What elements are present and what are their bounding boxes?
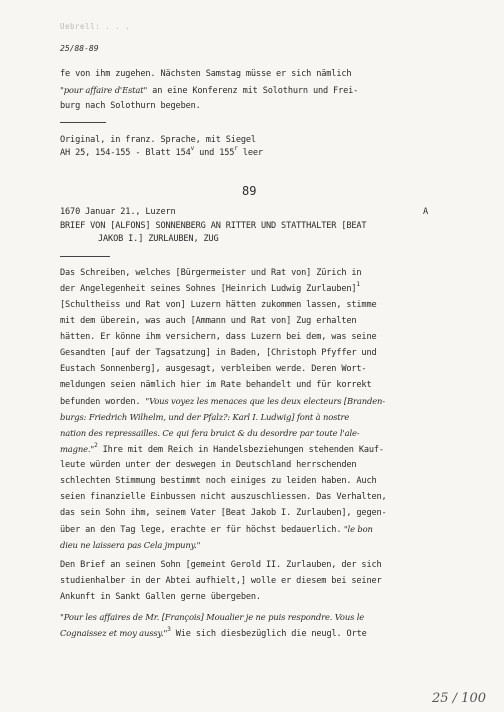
separator-rule [60, 122, 106, 123]
body-text: befunden worden. [60, 397, 146, 407]
body-line: seien finanzielle Einbussen nicht auszuschliessen. Das Verhalten, [60, 492, 387, 502]
body-line: Eustach Sonnenberg], ausgesagt, verbleiben werde. Deren Wort- [60, 364, 367, 374]
french-quote: Cognaissez et moy aussy." [60, 628, 168, 638]
document-number: 89 [242, 184, 257, 198]
french-quote-line: dieu ne laissera pas Cela jmpuny." [60, 540, 201, 550]
faint-stamp: Uebrell: . . . [60, 22, 131, 31]
body-line: Ankunft in Sankt Gallen gerne übergeben. [60, 592, 261, 602]
prev-text: burg nach Solothurn begeben. [60, 101, 201, 111]
body-line [60, 282, 360, 297]
body-text: Wie sich diesbezüglich die neugl. Orte [170, 629, 367, 639]
reference-number: 25/88-89 [60, 44, 99, 53]
french-quote-line: burgs: Friedrich Wilhelm, und der Pfalz?: Karl I. Ludwig] font à nostre [60, 412, 350, 422]
letter-mark: A [423, 207, 429, 217]
date-place: 1670 Januar 21., Luzern [60, 207, 176, 217]
original-note: Original, in franz. Sprache, mit Siegel [60, 135, 256, 145]
french-quote-line: "Pour les affaires de Mr. [François] Moualier je ne puis respondre. Vous le [60, 612, 365, 622]
footnote-ref: 3 [167, 626, 171, 633]
body-text: Ihre mit dem Reich in Handelsbeziehungen stehenden Kauf- [97, 445, 384, 455]
doc-title-line-2: JAKOB I.] ZURLAUBEN, ZUG [98, 234, 219, 244]
body-line: Gesandten [auf der Tagsatzung] in Baden, [Christoph Pfyffer und [60, 348, 377, 358]
doc-title-line-1: BRIEF VON [ALFONS] SONNENBERG AN RITTER UND STATTHALTER [BEAT [60, 221, 367, 231]
body-line: das sein Sohn ihm, seinem Vater [Beat Jakob I. Zurlauben], gegen- [60, 508, 387, 518]
prev-text: an eine Konferenz mit Solothurn und Frei- [147, 86, 359, 96]
footnote-ref: 2 [94, 442, 98, 449]
body-text: der Angelegenheit seines Sohnes [Heinrich Ludwig Zurlauben] [60, 284, 357, 294]
footnote-ref: 1 [356, 281, 360, 288]
french-quote-line: nation des repressailles. Ce qui fera bruict & du desordre par toute l'ale- [60, 428, 360, 438]
french-quote: "le bon [341, 524, 373, 534]
prev-line-1 [60, 67, 351, 82]
archive-ref-text: leer [237, 148, 263, 158]
body-line: leute würden unter der deswegen in Deutschland herrschenden [60, 460, 357, 470]
body-line [60, 442, 384, 458]
separator-rule [60, 256, 110, 257]
body-text: über an den Tag lege, erachte er für höchst bedauerlich. [60, 525, 342, 535]
archive-sup: v [190, 145, 195, 152]
body-line: studienhalber in der Abtei aufhielt,] wolle er diesem bei seiner [60, 576, 382, 586]
french-quote: magne." [60, 444, 95, 454]
body-line: schlechten Stimmung bestimmt noch einiges zu leiden haben. Auch [60, 476, 377, 486]
prev-line-2 [60, 83, 358, 99]
prev-line-3 [60, 99, 201, 114]
body-line [60, 522, 373, 538]
prev-french-quote: "pour affaire d'Estat" [60, 85, 148, 95]
prev-text: fe von ihm zugehen. Nächsten Samstag müsse er sich nämlich [60, 69, 352, 79]
french-quote: "Vous voyez les menaces que les deux electeurs [Branden- [145, 396, 385, 406]
body-line: mit dem überein, was auch [Ammann und Rat von] Zug erhalten [60, 316, 357, 326]
body-line: Das Schreiben, welches [Bürgermeister und Rat von] Zürich in [60, 268, 362, 278]
archive-sup: r [234, 145, 238, 152]
body-line [60, 394, 385, 410]
body-line [60, 626, 367, 642]
body-line: Den Brief an seinen Sohn [gemeint Gerold II. Zurlauben, der sich [60, 560, 382, 570]
body-line: meldungen seien nämlich hier im Rate behandelt und für korrekt [60, 380, 372, 390]
archive-reference [60, 147, 263, 160]
body-line: [Schultheiss und Rat von] Luzern hätten zukommen lassen, stimme [60, 300, 377, 310]
archive-ref-text: und 155 [194, 148, 235, 158]
archive-ref-text: AH 25, 154-155 - Blatt 154 [60, 148, 191, 158]
body-line: hätten. Er könne ihm versichern, dass Luzern bei dem, was seine [60, 332, 377, 342]
page-mark: 25 / 100 [432, 691, 486, 706]
